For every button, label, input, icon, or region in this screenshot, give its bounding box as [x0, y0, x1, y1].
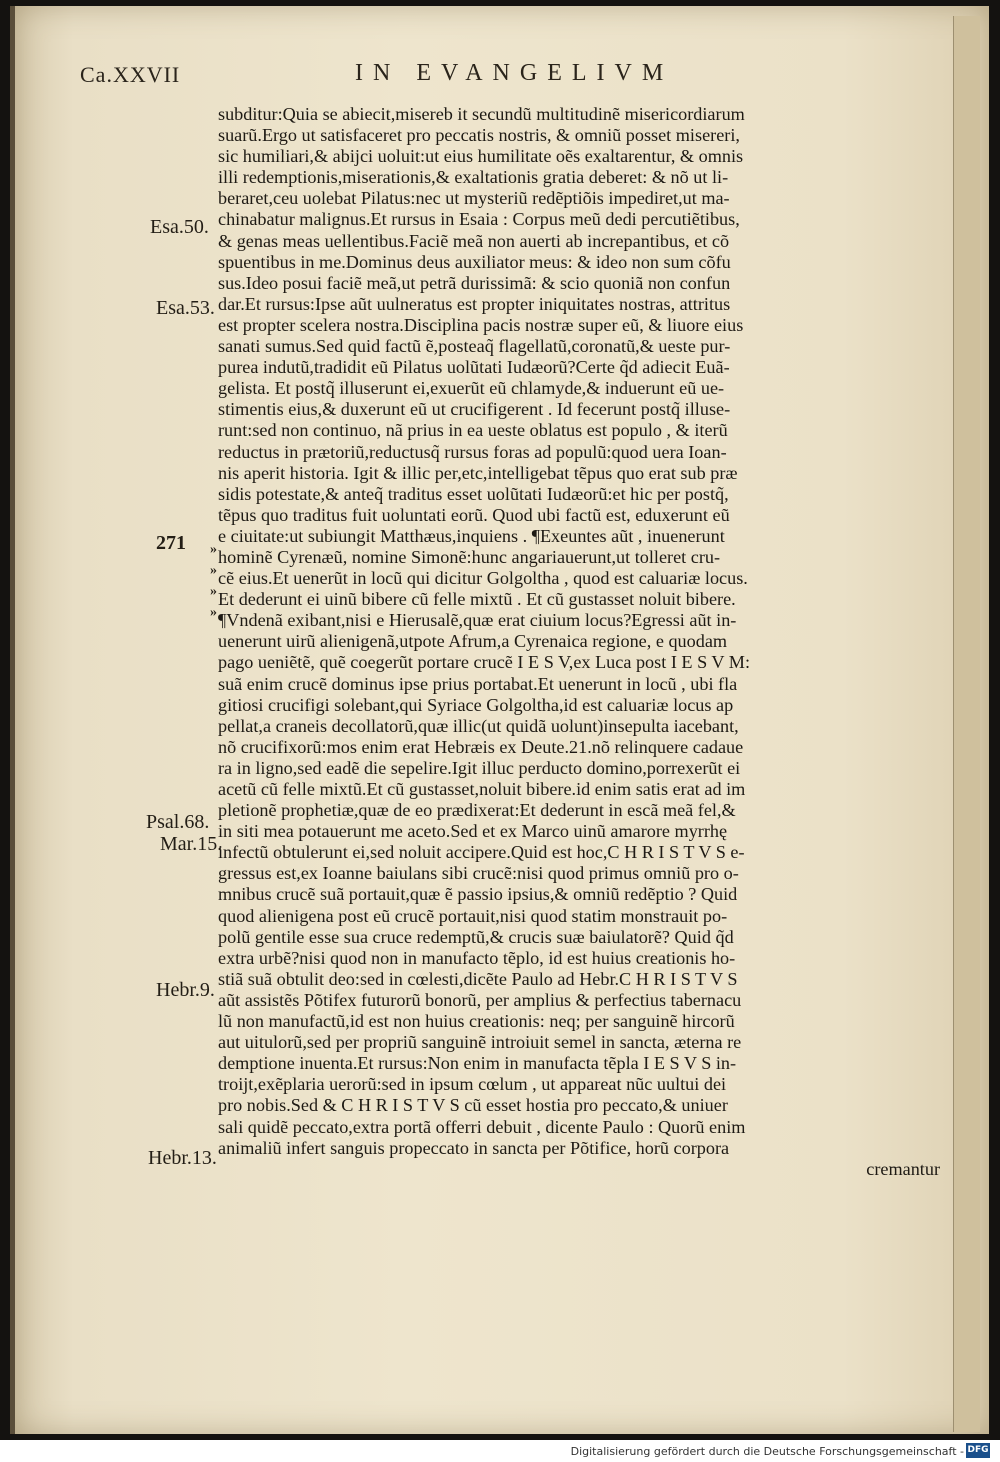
text-line: gressus est,ex Ioanne baiulans sibi crucẽ:nisi quod primus omniũ pro o- — [218, 863, 739, 884]
text-line: animaliũ infert sanguis propeccato in sancta per Põtifice, horũ corpora — [218, 1137, 730, 1158]
page-edge — [953, 16, 980, 1432]
margin-note-esa53: Esa.53. — [156, 297, 215, 319]
text-line: sidis potestate,& anteq̃ traditus esset uolũtati Iudæorũ:et hic per postq̃, — [218, 483, 729, 504]
running-title: IN EVANGELIVM — [355, 60, 674, 86]
text-line: pago ueniẽtẽ, quẽ coegerũt portare crucẽ I E S V,ex Luca post I E S V M: — [218, 652, 750, 673]
text-line: stimentis eius,& duxerunt eũ ut crucifigerent . Id fecerunt postq̃ illuse- — [218, 399, 731, 420]
text-line: beraret,ceu uolebat Pilatus:nec ut mysteriũ redẽptiõis impediret,ut ma- — [218, 188, 730, 209]
text-line: reductus in prætoriũ,reductusq̃ rursus foras ad populũ:quod uera Ioan- — [218, 441, 727, 462]
text-line: ra in ligno,sed eadẽ die sepelire.Igit illuc perducto domino,porrexerũt ei — [218, 757, 741, 778]
text-line: infectũ obtulerunt ei,sed noluit accipere.Quid est hoc,C H R I S T V S e- — [218, 842, 745, 863]
text-line: cremantur — [866, 1158, 940, 1179]
quote-mark: » — [210, 542, 217, 557]
text-line: chinabatur malignus.Et rursus in Esaia : Corpus meũ dedi percutiẽtibus, — [218, 209, 740, 230]
text-line: sali quidẽ peccato,extra portã offerri debuit , dicente Paulo : Quorũ enim — [218, 1116, 746, 1137]
text-line: sanati sumus.Sed quid factũ ẽ,posteaq̃ flagellatũ,coronatũ,& ueste pur- — [218, 336, 731, 357]
text-line: pellat,a craneis decollatorũ,quæ illic(ut quidã uolunt)insepulta iacebant, — [218, 715, 739, 736]
text-line: sic humiliari,& abijci uoluit:ut eius humilitate oẽs exaltarentur, & omnis — [218, 146, 744, 167]
text-line: acetũ cũ felle mixtũ.Et cũ gustasset,noluit bibere.id enim satis erat ad im — [218, 779, 746, 799]
text-line: aut uitulorũ,sed per propriũ sanguinẽ introiuit semel in sancta, æterna re — [218, 1032, 742, 1053]
text-line: extra urbẽ?nisi quod non in manufacto tẽplo, id est huius creationis ho- — [218, 947, 736, 968]
text-line: nis aperit historia. Igit & illic per,etc,intelligebat tẽpus quo erat sub præ — [218, 462, 738, 483]
text-line: cẽ eius.Et uenerũt in locũ qui dicitur Golgoltha , quod est caluariæ locus. — [218, 568, 748, 589]
text-line: purea indutũ,tradidit eũ Pilatus uolũtati Iudæorũ?Certe q̃d adiecit Euã- — [218, 357, 730, 378]
funding-credit: Digitalisierung gefördert durch die Deutsche Forschungsgemeinschaft - — [570, 1445, 964, 1458]
margin-note-hebr13: Hebr.13. — [148, 1147, 217, 1169]
text-line: lũ non manufactũ,id est non huius creationis: neq; per sanguinẽ hircorũ — [218, 1011, 735, 1032]
text-line: suarũ.Ergo ut satisfaceret pro peccatis nostris, & omniũ posset misereri, — [218, 125, 740, 146]
text-line: runt:sed non continuo, nã prius in ea ueste oblatus est populo , & iterũ — [218, 420, 728, 441]
text-line: pletionẽ prophetiæ,quæ de eo prædixerat:Et dederunt in escã meã fel,& — [218, 800, 736, 821]
text-line: illi redemptionis,miserationis,& exaltationis gratia deberet: & nõ ut li- — [218, 167, 729, 188]
text-line: polũ gentile esse sua cruce redemptũ,& crucis suæ baiulatorẽ? Quid q̃d — [218, 926, 734, 947]
body-text — [218, 104, 940, 1180]
text-line: spuentibus in me.Dominus deus auxiliator meus: & ideo non sum cõfu — [218, 251, 731, 272]
text-line: stiã suã obtulit deo:sed in cœlesti,dicẽte Paulo ad Hebr.C H R I S T V S — [218, 968, 738, 989]
folio-number: 271 — [156, 532, 186, 554]
text-line: aũt assistẽs Põtifex futurorũ bonorũ, per amplius & perfectius tabernacu — [218, 989, 742, 1010]
text-line: Et dederunt ei uinũ bibere cũ felle mixtũ . Et cũ gustasset noluit bibere. — [218, 589, 736, 610]
text-line: sus.Ideo posui faciẽ meã,ut petrã durissimã: & scio quoniã non confun — [218, 272, 731, 293]
text-line: mnibus crucẽ suã portauit,quæ ẽ passio ipsius,& omniũ redẽptio ? Quid — [218, 884, 738, 905]
dfg-logo: DFG — [966, 1443, 990, 1458]
text-line: & genas meas uellentibus.Faciẽ meã non auerti ab increpantibus, et cõ — [218, 230, 730, 251]
margin-note-hebr9: Hebr.9. — [156, 979, 215, 1001]
text-line: e ciuitate:ut subiungit Matthæus,inquiens . ¶Exeuntes aũt , inuenerunt — [218, 525, 725, 546]
text-line: tẽpus quo traditus fuit uoluntati eorũ. Quod ubi factũ est, eduxerunt eũ — [218, 504, 730, 525]
quote-mark: » — [210, 563, 217, 578]
text-line: hominẽ Cyrenæũ, nomine Simonẽ:hunc angariauerunt,ut tolleret cru- — [218, 546, 721, 567]
text-line: in siti mea potauerunt me aceto.Sed et ex Marco uinũ amarore myrrhę — [218, 821, 728, 842]
margin-note-mar15: Mar.15. — [160, 833, 223, 855]
text-line: troijt,exẽplaria uerorũ:sed in ipsum cœlum , ut appareat nũc uultui dei — [218, 1074, 727, 1095]
quote-mark: » — [210, 605, 217, 620]
text-line: pro nobis.Sed & C H R I S T V S cũ esset hostia pro peccato,& uniuer — [218, 1095, 728, 1116]
chapter-heading: Ca.XXVII — [80, 62, 181, 87]
text-line: nõ crucifixorũ:mos enim erat Hebræis ex Deute.21.nõ relinquere cadaue — [218, 736, 744, 757]
text-line: subditur:Quia se abiecit,misereb it secundũ multitudinẽ misericordiarum — [218, 104, 745, 124]
text-line: quod alienigena post eũ crucẽ portauit,nisi quod statim monstrauit po- — [218, 905, 728, 926]
quote-mark: » — [210, 584, 217, 599]
text-line: gitiosi crucifigi solebant,qui Syriace Golgoltha,id est caluariæ locus ap — [218, 694, 734, 715]
text-line: ¶Vndenã exibant,nisi e Hierusalẽ,quæ erat ciuium locus?Egressi aũt in- — [218, 610, 737, 631]
margin-note-esa50: Esa.50. — [150, 216, 209, 238]
text-line: demptione inuenta.Et rursus:Non enim in manufacta tẽpla I E S V S in- — [218, 1053, 737, 1074]
text-line: dar.Et rursus:Ipse aũt uulneratus est propter iniquitates nostras, attritus — [218, 293, 731, 314]
margin-note-psal68: Psal.68. — [146, 811, 210, 833]
text-line: uenerunt uirũ alienigenã,utpote Afrum,a Cyrenaica regione, e quodam — [218, 631, 728, 652]
text-line: gelista. Et postq̃ illuserunt ei,exuerũt eũ chlamyde,& induerunt eũ ue- — [218, 378, 725, 399]
text-line: suã enim crucẽ dominus ipse prius portabat.Et uenerunt in locũ , ubi fla — [218, 673, 738, 694]
text-line: est propter scelera nostra.Disciplina pacis nostræ super eũ, & liuore eius — [218, 314, 744, 335]
